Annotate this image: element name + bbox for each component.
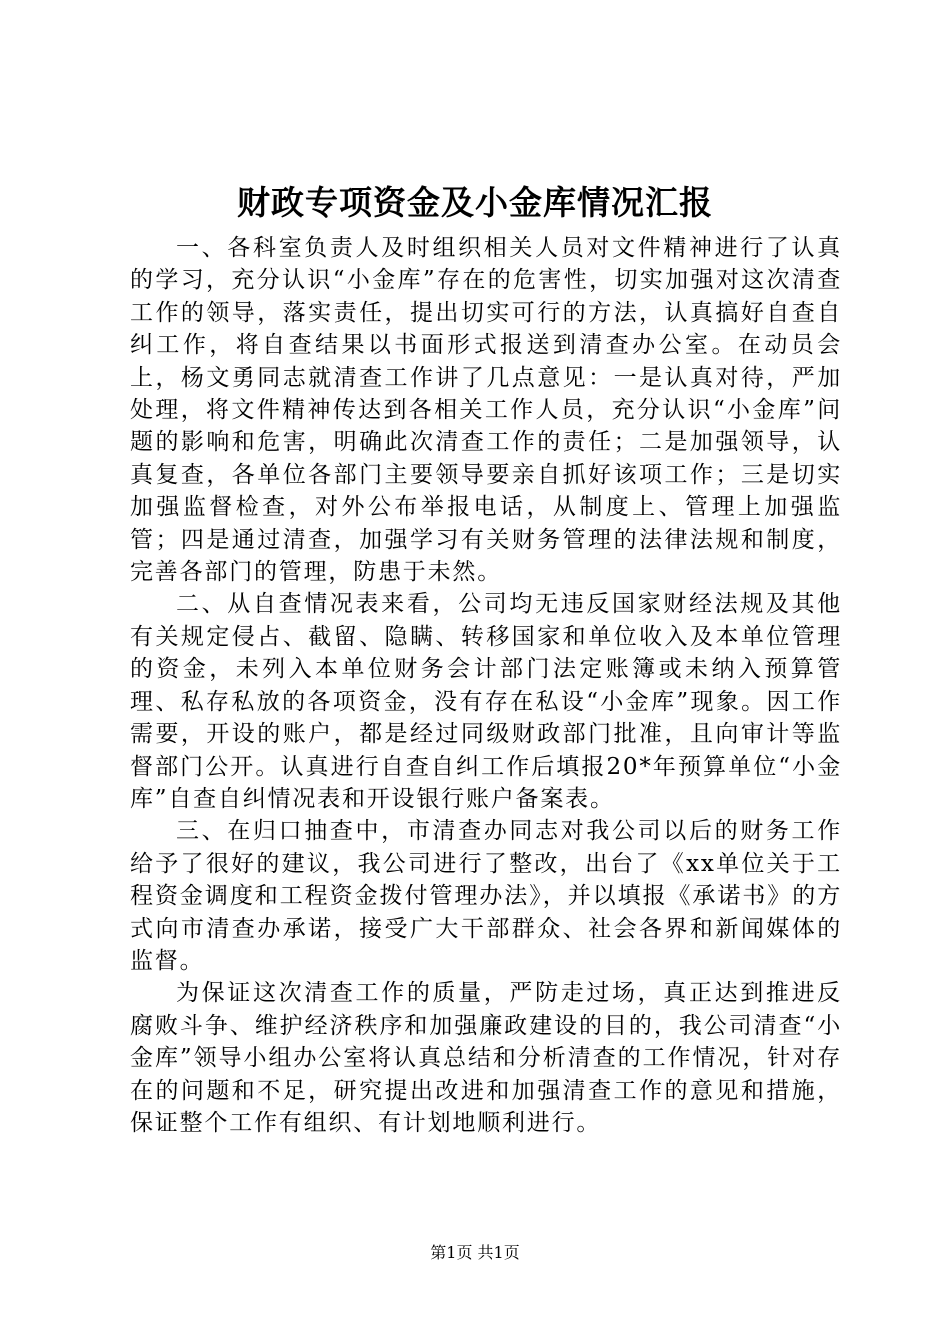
document-body xyxy=(130,232,842,1139)
paragraph-1: 一、各科室负责人及时组织相关人员对文件精神进行了认真的学习，充分认识“小金库”存在的危害性，切实加强对这次清查工作的领导，落实责任，提出切实可行的方法，认真搞好自查自纠工作，将自查结果以书面形式报送到清查办公室。在动员会上，杨文勇同志就清查工作讲了几点意见：一是认真对待，严加处理，将文件精神传达到各相关工作人员，充分认识“小金库”问题的影响和危害，明确此次清查工作的责任；二是加强领导，认真复查，各单位各部门主要领导要亲自抓好该项工作；三是切实加强监督检查，对外公布举报电话，从制度上、管理上加强监管；四是通过清查，加强学习有关财务管理的法律法规和制度，完善各部门的管理，防患于未然。 xyxy=(130,235,842,586)
document-title: 财政专项资金及小金库情况汇报 xyxy=(237,183,713,222)
paragraph-3: 三、在归口抽查中，市清查办同志对我公司以后的财务工作给予了很好的建议，我公司进行了整改，出台了《xx单位关于工程资金调度和工程资金拨付管理办法》，并以填报《承诺书》的方式向市清查办承诺，接受广大干部群众、社会各界和新闻媒体的监督。 xyxy=(130,818,842,974)
paragraph-4: 为保证这次清查工作的质量，严防走过场，真正达到推进反腐败斗争、维护经济秩序和加强廉政建设的目的，我公司清查“小金库”领导小组办公室将认真总结和分析清查的工作情况，针对存在的问题和不足，研究提出改进和加强清查工作的意见和措施，保证整个工作有组织、有计划地顺利进行。 xyxy=(130,980,842,1136)
paragraph-2: 二、从自查情况表来看，公司均无违反国家财经法规及其他有关规定侵占、截留、隐瞒、转移国家和单位收入及本单位管理的资金，未列入本单位财务会计部门法定账簿或未纳入预算管理、私存私放的各项资金，没有存在私设“小金库”现象。因工作需要，开设的账户，都是经过同级财政部门批准，且向审计等监督部门公开。认真进行自查自纠工作后填报20*年预算单位“小金库”自查自纠情况表和开设银行账户备案表。 xyxy=(130,591,842,812)
page-footer: 第1页 共1页 xyxy=(430,1243,520,1262)
